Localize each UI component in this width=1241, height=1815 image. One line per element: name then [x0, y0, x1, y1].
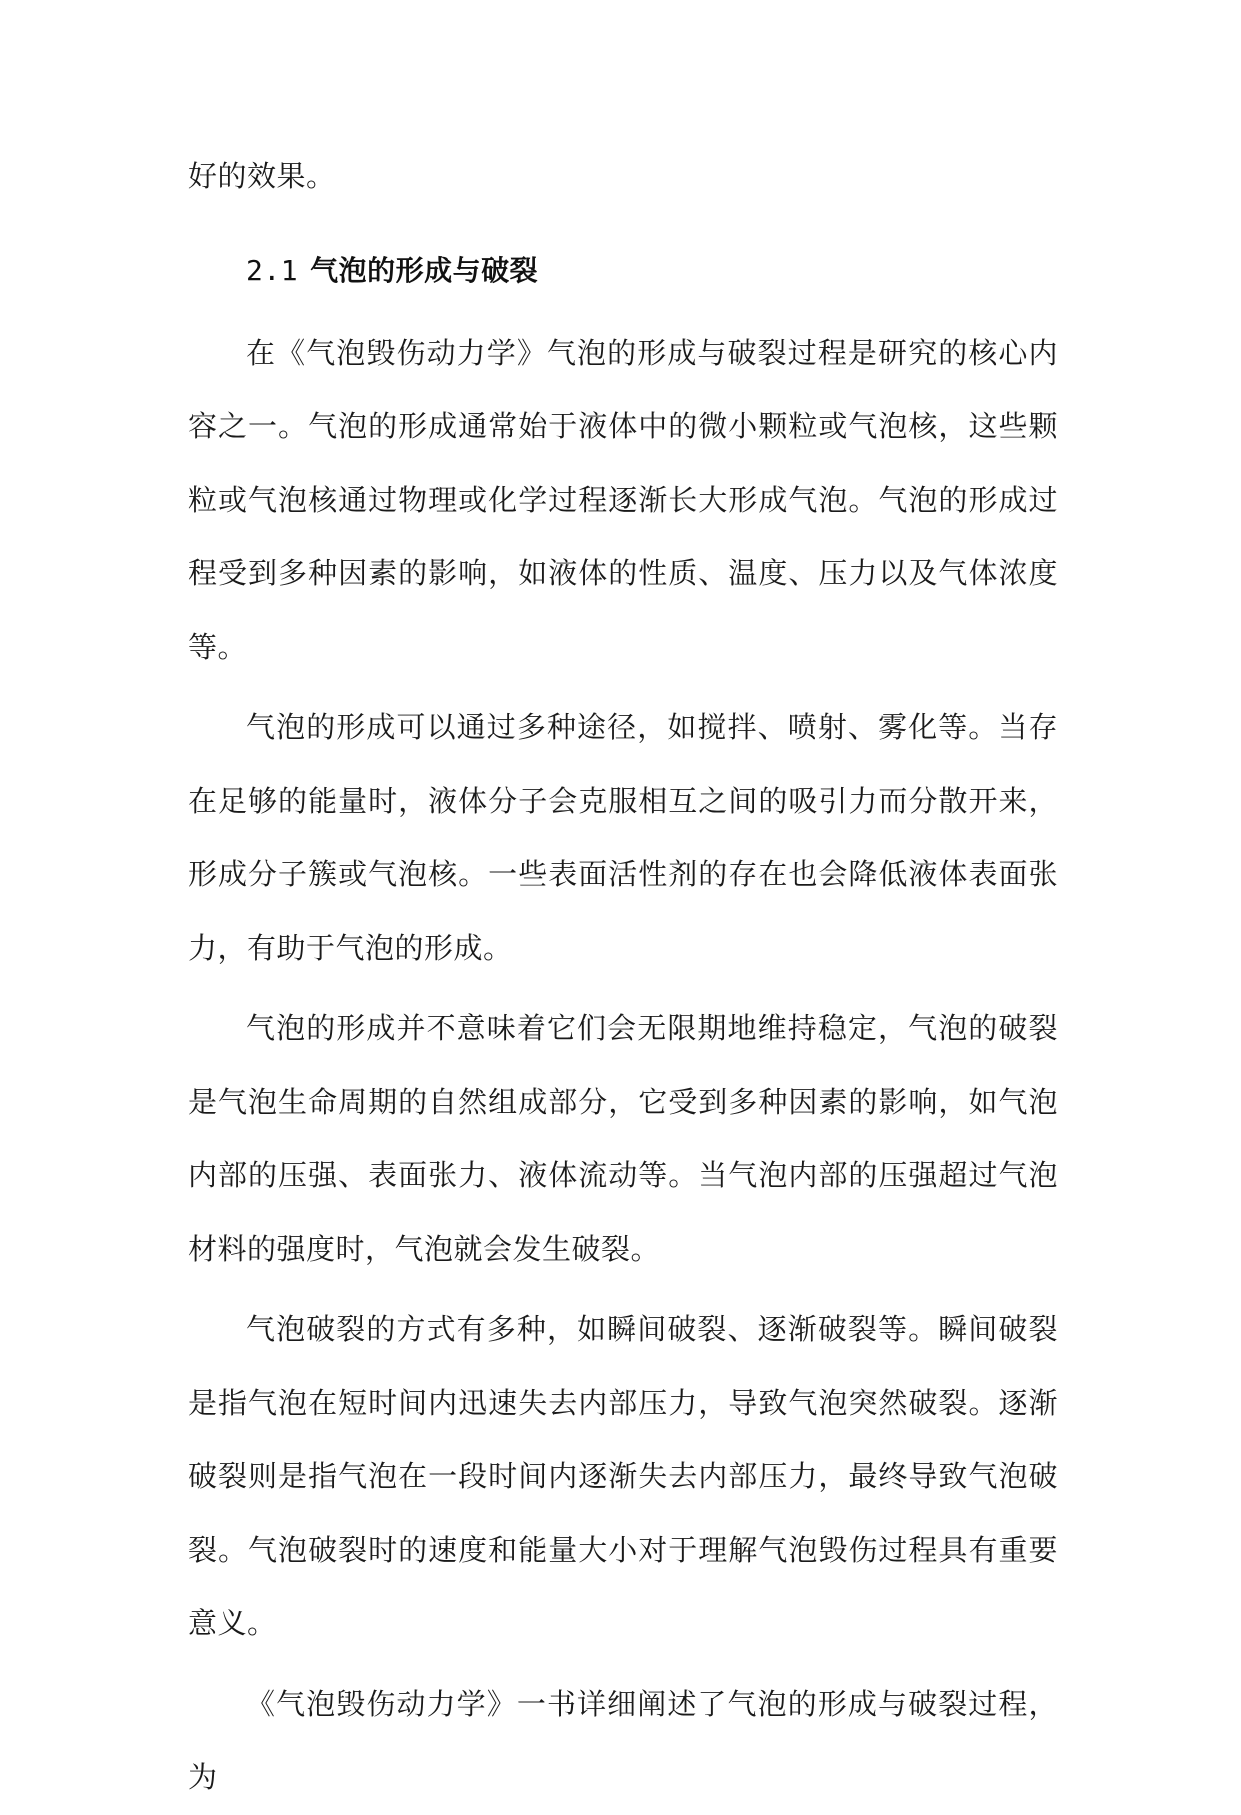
paragraph-2: 气泡的形成可以通过多种途径，如搅拌、喷射、雾化等。当存在足够的能量时，液体分子会克服相互之间的吸引力而分散开来，形成分子簇或气泡核。一些表面活性剂的存在也会降低液体表面张力，有助于气泡的形成。	[188, 710, 1058, 965]
lead-in-text: 好的效果。	[188, 159, 336, 193]
paragraph-1: 在《气泡毁伤动力学》气泡的形成与破裂过程是研究的核心内容之一。气泡的形成通常始于液体中的微小颗粒或气泡核，这些颗粒或气泡核通过物理或化学过程逐渐长大形成气泡。气泡的形成过程受到多种因素的影响，如液体的性质、温度、压力以及气体浓度等。	[188, 335, 1058, 664]
paragraph-4: 气泡破裂的方式有多种，如瞬间破裂、逐渐破裂等。瞬间破裂是指气泡在短时间内迅速失去内部压力，导致气泡突然破裂。逐渐破裂则是指气泡在一段时间内逐渐失去内部压力，最终导致气泡破裂。气泡破裂时的速度和能量大小对于理解气泡毁伤过程具有重要意义。	[188, 1312, 1058, 1640]
section-title: 气泡的形成与破裂	[310, 253, 539, 287]
section-number: 2.1	[246, 253, 299, 287]
paragraph-3: 气泡的形成并不意味着它们会无限期地维持稳定，气泡的破裂是气泡生命周期的自然组成部分，它受到多种因素的影响，如气泡内部的压强、表面张力、液体流动等。当气泡内部的压强超过气泡材料的强度时，气泡就会发生破裂。	[188, 1011, 1058, 1266]
section-heading	[188, 241, 1058, 301]
paragraph-5: 《气泡毁伤动力学》一书详细阐述了气泡的形成与破裂过程，为	[188, 1686, 1058, 1794]
document-body	[188, 140, 1058, 1815]
